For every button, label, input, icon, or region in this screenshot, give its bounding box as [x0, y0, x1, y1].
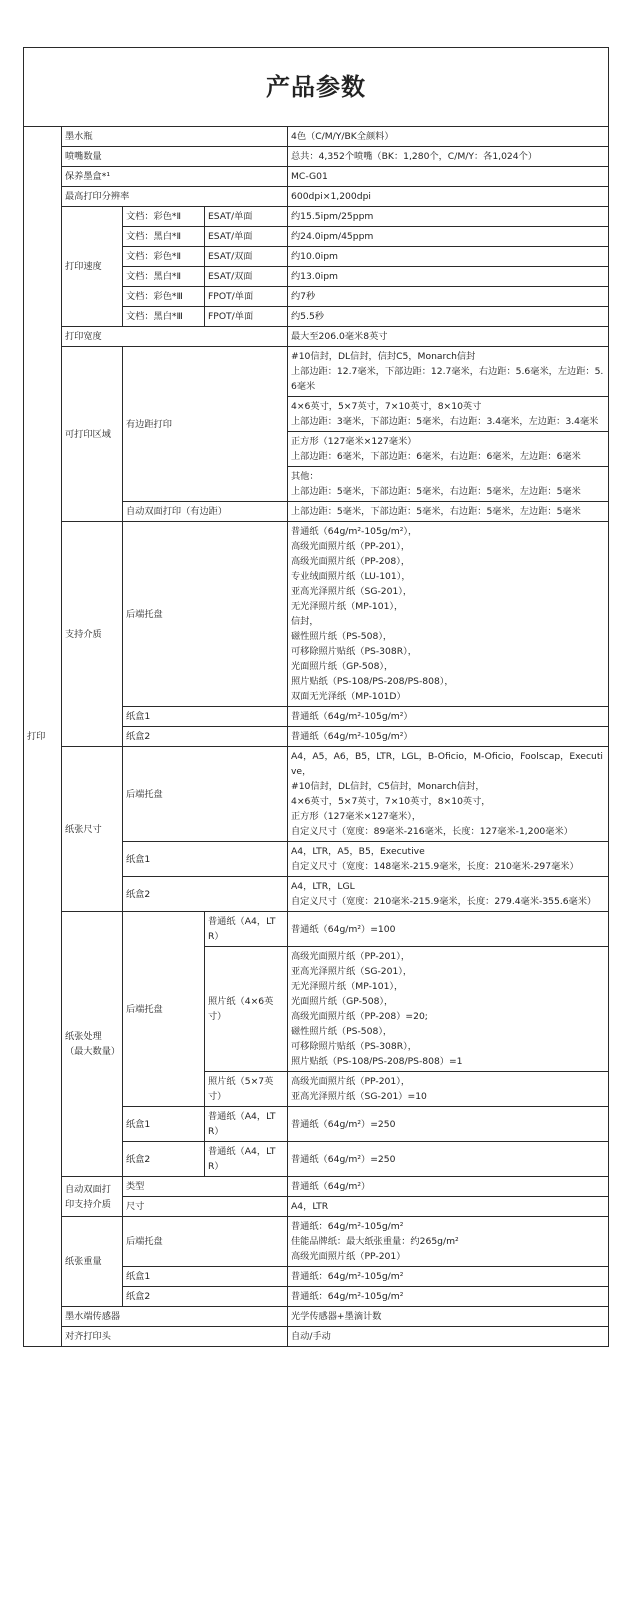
row-value: 普通纸：64g/m²-105g/m²	[288, 1287, 609, 1307]
paper-type: 普通纸（A4，LTR）	[205, 1142, 288, 1177]
sub-label: 类型	[123, 1177, 288, 1197]
sub-label: 后端托盘	[123, 747, 288, 842]
row-value: 上部边距：5毫米，下部边距：5毫米，右边距：5毫米，左边距：5毫米	[288, 502, 609, 522]
row-value: 高级光面照片纸（PP-201）， 亚高光泽照片纸（SG-201）=10	[288, 1072, 609, 1107]
spec-table	[23, 47, 609, 1347]
page-title: 产品参数	[24, 48, 609, 127]
row-value: 正方形（127毫米×127毫米） 上部边距：6毫米，下部边距：6毫米，右边距：6毫米，左边距：6毫米	[288, 432, 609, 467]
speed-mode: ESAT/双面	[205, 267, 288, 287]
speed-value: 约13.0ipm	[288, 267, 609, 287]
paper-type: 普通纸（A4，LTR）	[205, 912, 288, 947]
speed-value: 约10.0ipm	[288, 247, 609, 267]
paper-type: 照片纸（5×7英寸）	[205, 1072, 288, 1107]
row-value: 普通纸（64g/m²）	[288, 1177, 609, 1197]
speed-value: 约7秒	[288, 287, 609, 307]
row-label: 墨水端传感器	[62, 1307, 288, 1327]
speed-doc: 文档：黑白*Ⅱ	[123, 267, 205, 287]
speed-mode: ESAT/单面	[205, 207, 288, 227]
row-value: 光学传感器+墨滴计数	[288, 1307, 609, 1327]
table-row	[24, 147, 609, 167]
row-value: 普通纸：64g/m²-105g/m²	[288, 1267, 609, 1287]
sub-label: 纸盒2	[123, 1287, 288, 1307]
sub-label: 尺寸	[123, 1197, 288, 1217]
table-row	[24, 1217, 609, 1267]
table-row	[24, 167, 609, 187]
row-value: A4，A5，A6，B5，LTR，LGL，B-Oficio，M-Oficio，Foolscap，Executive， #10信封，DL信封，C5信封，Monarch信封， 4×6英寸，5×7英寸，7×10英寸，8×10英寸， 正方形（127毫米×127毫米）， 自定义尺寸（宽度：89毫米-216毫米，长度：127毫米-1,200毫米）	[288, 747, 609, 842]
table-row	[24, 1327, 609, 1347]
row-label: 最高打印分辨率	[62, 187, 288, 207]
row-label: 对齐打印头	[62, 1327, 288, 1347]
row-value: 总共：4,352个喷嘴（BK：1,280个，C/M/Y：各1,024个）	[288, 147, 609, 167]
row-label: 墨水瓶	[62, 127, 288, 147]
speed-doc: 文档：彩色*Ⅱ	[123, 247, 205, 267]
row-value: 普通纸（64g/m²）=100	[288, 912, 609, 947]
row-label: 打印宽度	[62, 327, 288, 347]
table-row	[24, 327, 609, 347]
row-value: 600dpi×1,200dpi	[288, 187, 609, 207]
table-row	[24, 347, 609, 397]
row-value: 普通纸（64g/m²）=250	[288, 1142, 609, 1177]
sub-label: 纸盒2	[123, 877, 288, 912]
row-value: 普通纸（64g/m²-105g/m²）	[288, 727, 609, 747]
sub-label: 有边距打印	[123, 347, 288, 502]
row-label: 保养墨盒*¹	[62, 167, 288, 187]
paper-type: 照片纸（4×6英寸）	[205, 947, 288, 1072]
group-label: 自动双面打印支持介质	[62, 1177, 123, 1217]
sub-label: 纸盒1	[123, 1107, 205, 1142]
row-value: 最大至206.0毫米8英寸	[288, 327, 609, 347]
group-label: 可打印区域	[62, 347, 123, 522]
table-row	[24, 1307, 609, 1327]
sub-label: 纸盒1	[123, 1267, 288, 1287]
speed-mode: ESAT/双面	[205, 247, 288, 267]
sub-label: 后端托盘	[123, 522, 288, 707]
sub-label: 后端托盘	[123, 1217, 288, 1267]
sub-label: 纸盒1	[123, 842, 288, 877]
sub-label: 纸盒1	[123, 707, 288, 727]
table-row	[24, 187, 609, 207]
group-label: 打印速度	[62, 207, 123, 327]
row-value: #10信封，DL信封，信封C5，Monarch信封 上部边距：12.7毫米，下部边距：12.7毫米，右边距：5.6毫米，左边距：5.6毫米	[288, 347, 609, 397]
title-row	[24, 48, 609, 127]
sub-label: 纸盒2	[123, 727, 288, 747]
row-value: 4色（C/M/Y/BK全颜料）	[288, 127, 609, 147]
row-value: MC-G01	[288, 167, 609, 187]
section-label: 打印	[24, 127, 62, 1347]
speed-mode: FPOT/单面	[205, 287, 288, 307]
speed-doc: 文档：彩色*Ⅱ	[123, 207, 205, 227]
row-value: 其他： 上部边距：5毫米，下部边距：5毫米，右边距：5毫米，左边距：5毫米	[288, 467, 609, 502]
speed-value: 约24.0ipm/45ppm	[288, 227, 609, 247]
group-label: 纸张重量	[62, 1217, 123, 1307]
row-value: 普通纸：64g/m²-105g/m² 佳能品牌纸：最大纸张重量：约265g/m² 高级光面照片纸（PP-201）	[288, 1217, 609, 1267]
sub-label: 自动双面打印（有边距）	[123, 502, 288, 522]
table-row	[24, 1177, 609, 1197]
row-value: 4×6英寸，5×7英寸，7×10英寸，8×10英寸 上部边距：3毫米，下部边距：5毫米，右边距：3.4毫米，左边距：3.4毫米	[288, 397, 609, 432]
row-value: A4，LTR，A5，B5，Executive 自定义尺寸（宽度：148毫米-215.9毫米，长度：210毫米-297毫米）	[288, 842, 609, 877]
speed-doc: 文档：彩色*Ⅲ	[123, 287, 205, 307]
row-value: 普通纸（64g/m²）=250	[288, 1107, 609, 1142]
speed-doc: 文档：黑白*Ⅱ	[123, 227, 205, 247]
row-value: 普通纸（64g/m²-105g/m²）	[288, 707, 609, 727]
speed-mode: ESAT/单面	[205, 227, 288, 247]
group-label: 纸张尺寸	[62, 747, 123, 912]
sub-label: 后端托盘	[123, 912, 205, 1107]
group-label: 支持介质	[62, 522, 123, 747]
table-row	[24, 207, 609, 227]
row-value: 高级光面照片纸（PP-201）， 亚高光泽照片纸（SG-201）， 无光泽照片纸（MP-101）， 光面照片纸（GP-508）， 高级光面照片纸（PP-208）=20; 磁性照片纸（PS-508）， 可移除照片贴纸（PS-308R）， 照片贴纸（PS-108/PS-208/PS-808）=1	[288, 947, 609, 1072]
row-value: 自动/手动	[288, 1327, 609, 1347]
table-row	[24, 127, 609, 147]
group-label: 纸张处理（最大数量）	[62, 912, 123, 1177]
paper-type: 普通纸（A4，LTR）	[205, 1107, 288, 1142]
row-value: 普通纸（64g/m²-105g/m²）， 高级光面照片纸（PP-201）， 高级光面照片纸（PP-208）， 专业绒面照片纸（LU-101）， 亚高光泽照片纸（SG-201）， 无光泽照片纸（MP-101）， 信封， 磁性照片纸（PS-508）， 可移除照片贴纸（PS-308R）， 光面照片纸（GP-508）， 照片贴纸（PS-108/PS-208/PS-808）， 双面无光泽纸（MP-101D）	[288, 522, 609, 707]
row-value: A4，LTR，LGL 自定义尺寸（宽度：210毫米-215.9毫米，长度：279.4毫米-355.6毫米）	[288, 877, 609, 912]
row-label: 喷嘴数量	[62, 147, 288, 167]
speed-value: 约15.5ipm/25ppm	[288, 207, 609, 227]
table-row	[24, 522, 609, 707]
table-row	[24, 912, 609, 947]
sub-label: 纸盒2	[123, 1142, 205, 1177]
speed-doc: 文档：黑白*Ⅲ	[123, 307, 205, 327]
speed-value: 约5.5秒	[288, 307, 609, 327]
row-value: A4，LTR	[288, 1197, 609, 1217]
table-row	[24, 747, 609, 842]
speed-mode: FPOT/单面	[205, 307, 288, 327]
